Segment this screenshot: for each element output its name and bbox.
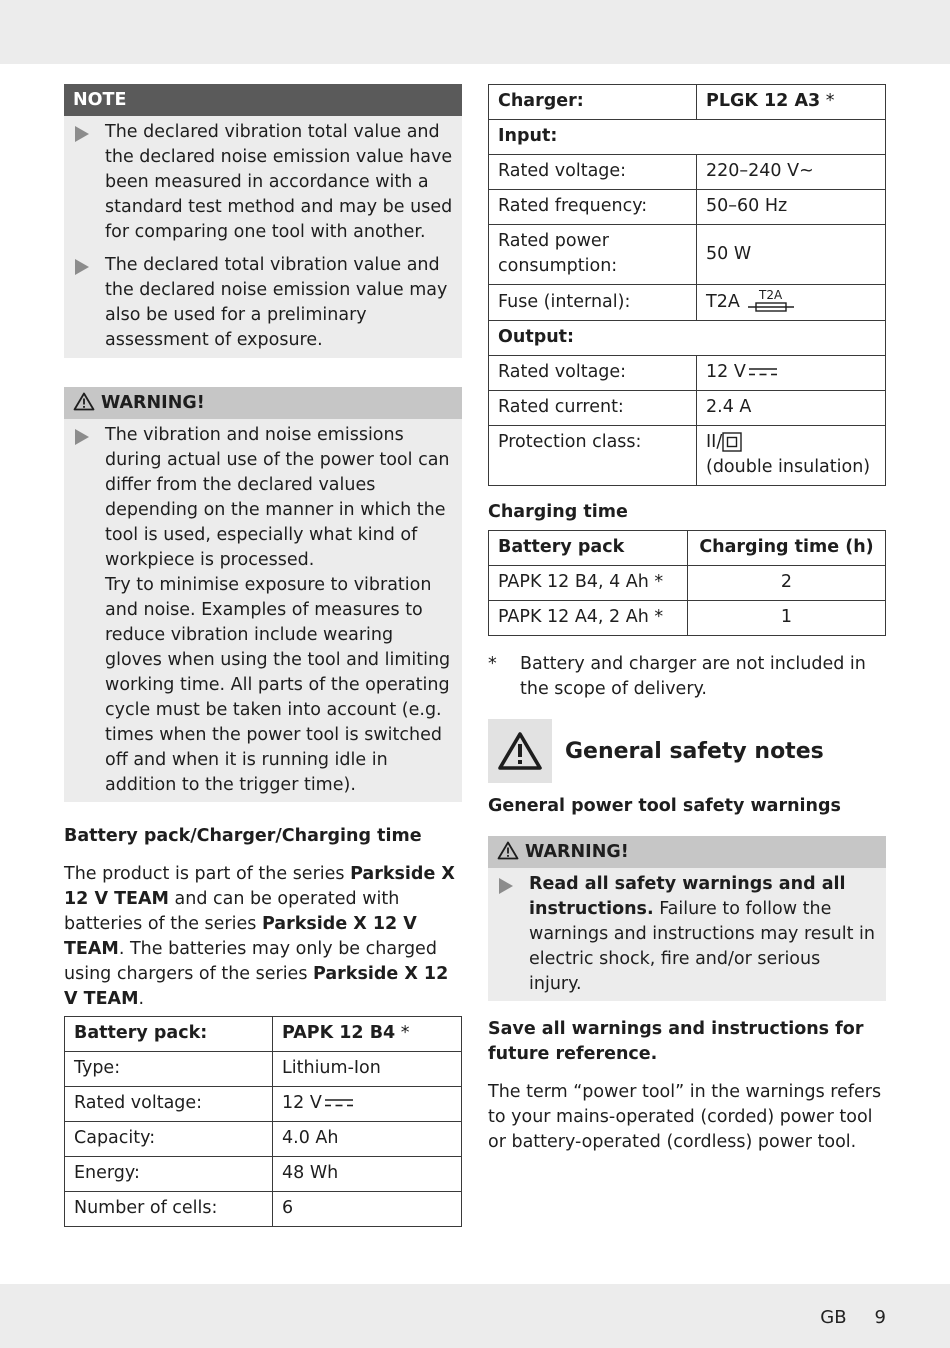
charging-time-table xyxy=(488,530,886,636)
double-insulation-icon xyxy=(722,432,742,452)
table-row: PAPK 12 B4, 4 Ah * 2 xyxy=(489,566,886,601)
table-row: Rated current: 2.4 A xyxy=(489,391,886,426)
fuse-symbol-icon xyxy=(747,289,795,315)
table-header-row: Battery pack Charging time (h) xyxy=(489,531,886,566)
right-column xyxy=(488,84,886,1155)
table-row: Rated voltage: 12 V xyxy=(65,1087,462,1122)
warning-item: The vibration and noise emissions during actual use of the power tool can differ from the declared values depending on the manner in which the tool is used, especially what kind of workpiece is processed. Try to minimise exposure to vibration and noise. Examples of measures to reduce vibration include wearing gloves when using the tool and limiting working time. All parts of the operating cycle must be taken into account (e.g. times when the power tool is switched off and when it is running idle in addition to the trigger time). xyxy=(64,423,454,798)
general-warnings-subheading: General power tool safety warnings xyxy=(488,796,841,816)
table-row: Rated frequency: 50–60 Hz xyxy=(489,190,886,225)
table-row: Fuse (internal): T2A T2A xyxy=(489,285,886,321)
table-row: Rated voltage: 12 V xyxy=(489,356,886,391)
general-safety-header xyxy=(488,719,886,783)
warning-triangle-icon xyxy=(73,392,95,411)
table-header-row: Charger: PLGK 12 A3 * xyxy=(489,85,886,120)
section-title: General safety notes xyxy=(565,738,824,764)
language-code: GB xyxy=(820,1307,847,1328)
note-item: The declared vibration total value and the declared noise emission value have been measured in accordance with a standard test method and may be used for comparing one tool with another. xyxy=(64,120,454,245)
battery-intro-paragraph: The product is part of the series Parkside X 12 V TEAM and can be operated with batteries of the series Parkside X 12 V TEAM. The batteries may only be charged using chargers of the series Parkside X 12 V TEAM. xyxy=(64,864,455,1009)
bullet-arrow-icon xyxy=(75,259,89,275)
save-instructions-heading: Save all warnings and instructions for future reference. xyxy=(488,1019,864,1064)
bullet-arrow-icon xyxy=(75,126,89,142)
table-row: Rated voltage: 220–240 V~ xyxy=(489,155,886,190)
warning-item: Read all safety warnings and all instructions. Failure to follow the warnings and instructions may result in electric shock, fire and/or serious injury. xyxy=(488,872,878,997)
table-row: Rated power consumption: 50 W xyxy=(489,225,886,285)
table-row: PAPK 12 A4, 2 Ah * 1 xyxy=(489,601,886,636)
battery-section-heading: Battery pack/Charger/Charging time xyxy=(64,826,422,846)
warning-box-vibration xyxy=(64,387,462,802)
page-number: 9 xyxy=(874,1307,886,1328)
svg-text:T2A: T2A xyxy=(759,289,783,302)
note-item: The declared total vibration value and the declared noise emission value may also be used for a preliminary assessment of exposure. xyxy=(64,253,454,353)
left-column xyxy=(64,84,462,1227)
footnote: * Battery and charger are not included in the scope of delivery. xyxy=(488,654,866,699)
table-section-row: Input: xyxy=(489,120,886,155)
dc-symbol-icon xyxy=(748,367,778,377)
table-row: Type: Lithium-Ion xyxy=(65,1052,462,1087)
bullet-arrow-icon xyxy=(75,429,89,445)
battery-spec-table xyxy=(64,1016,462,1227)
power-tool-term-paragraph: The term “power tool” in the warnings refers to your mains-operated (corded) power tool or battery-operated (cordless) power tool. xyxy=(488,1082,882,1152)
warning-title: WARNING! xyxy=(64,387,462,419)
warning-triangle-icon xyxy=(488,719,552,783)
page-footer xyxy=(820,1305,886,1330)
charger-spec-table xyxy=(488,84,886,486)
warning-triangle-icon xyxy=(497,841,519,860)
warning-title: WARNING! xyxy=(488,836,886,868)
note-title: NOTE xyxy=(64,84,462,116)
table-row: Capacity: 4.0 Ah xyxy=(65,1122,462,1157)
table-header-row: Battery pack: PAPK 12 B4 * xyxy=(65,1017,462,1052)
top-band xyxy=(0,0,950,64)
table-row: Number of cells: 6 xyxy=(65,1192,462,1227)
bottom-band xyxy=(0,1284,950,1348)
table-row: Protection class: II/ (double insulation) xyxy=(489,426,886,486)
bullet-arrow-icon xyxy=(499,878,513,894)
note-box xyxy=(64,84,462,358)
table-section-row: Output: xyxy=(489,321,886,356)
dc-symbol-icon xyxy=(324,1098,354,1108)
charging-time-heading: Charging time xyxy=(488,502,628,522)
table-row: Energy: 48 Wh xyxy=(65,1157,462,1192)
warning-box-general xyxy=(488,836,886,1001)
